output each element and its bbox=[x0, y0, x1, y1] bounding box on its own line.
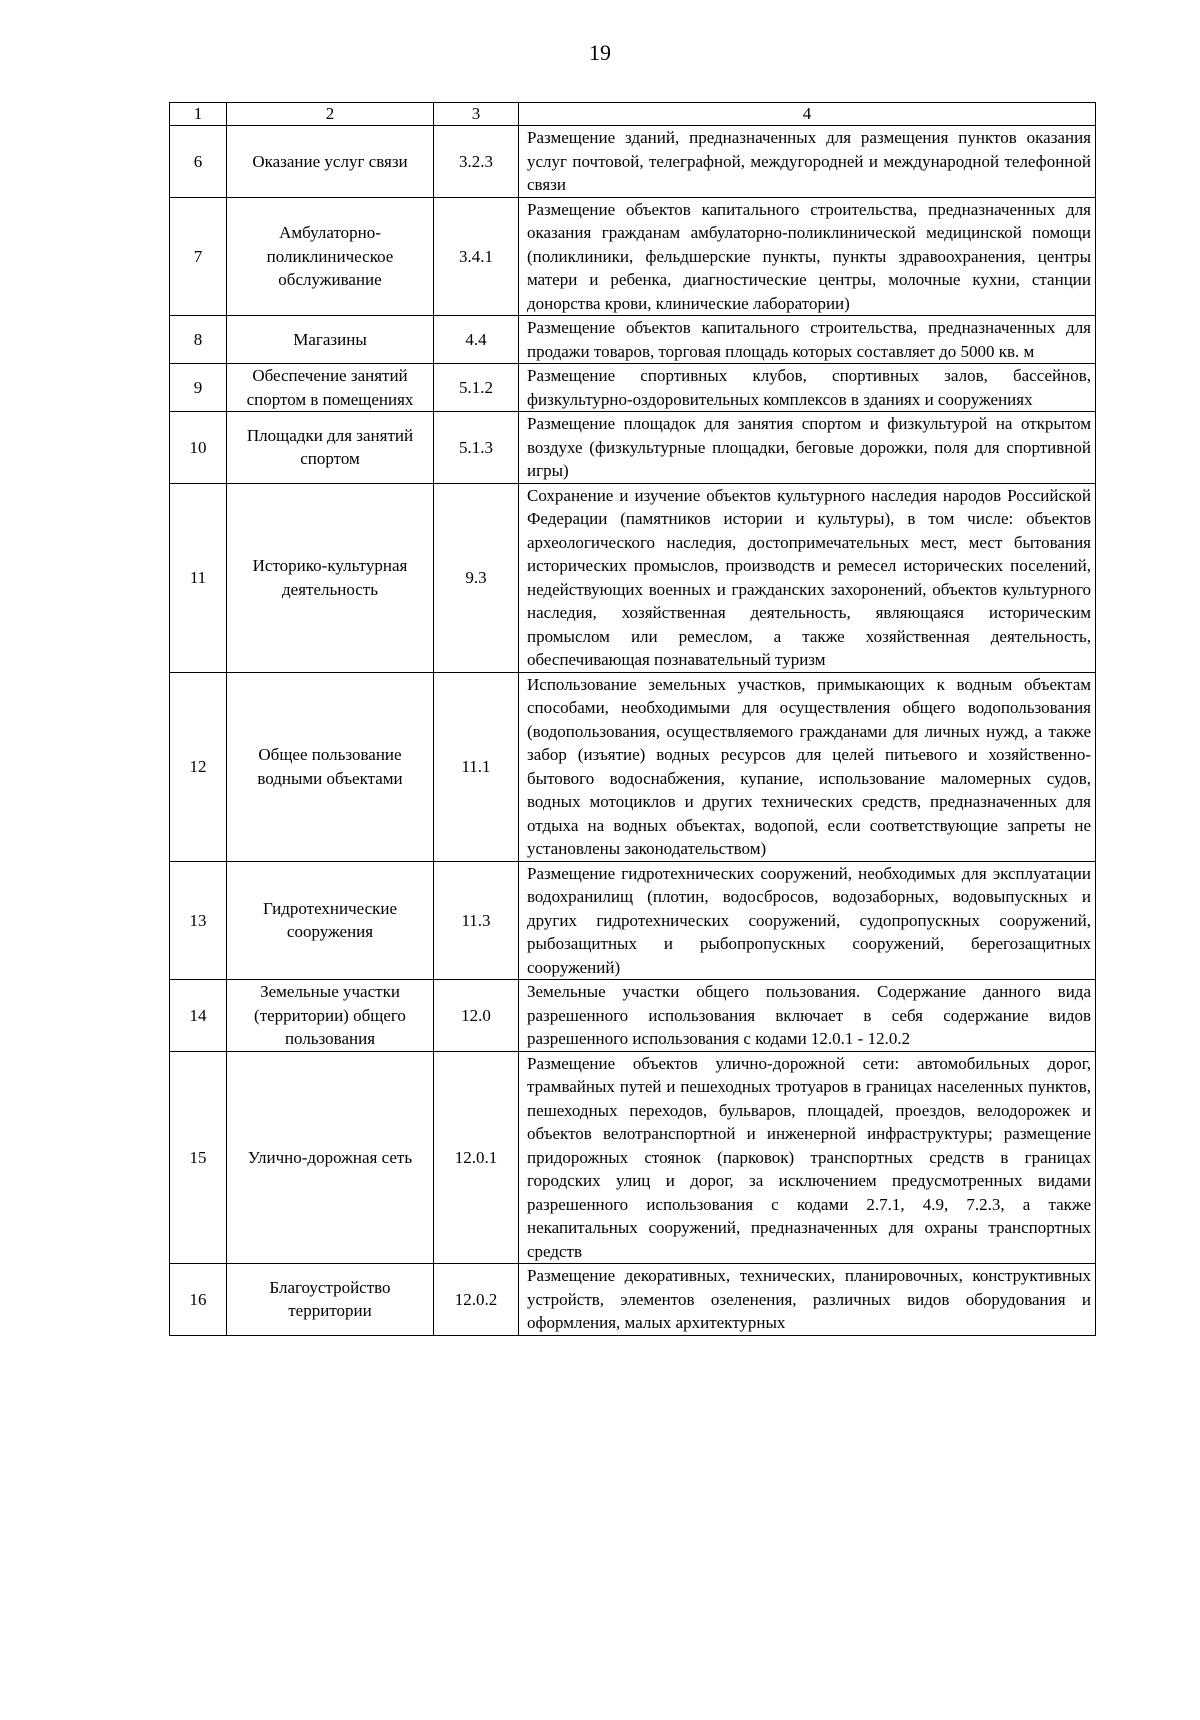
use-type-name: Оказание услуг связи bbox=[227, 126, 434, 198]
use-type-code: 3.4.1 bbox=[434, 197, 519, 316]
row-number: 7 bbox=[170, 197, 227, 316]
table-row bbox=[170, 412, 1096, 484]
use-type-description: Размещение зданий, предназначенных для размещения пунктов оказания услуг почтовой, телеграфной, междугородней и международной телефонной связи bbox=[519, 126, 1096, 198]
header-col-2: 2 bbox=[227, 103, 434, 126]
use-type-code: 3.2.3 bbox=[434, 126, 519, 198]
use-type-description: Размещение гидротехнических сооружений, необходимых для эксплуатации водохранилищ (плотин, водосбросов, водозаборных, водовыпускных и других гидротехнических сооружений, судопропускных сооружений, рыбозащитных и рыбопропускных сооружений, берегозащитных сооружений) bbox=[519, 861, 1096, 980]
header-col-4: 4 bbox=[519, 103, 1096, 126]
use-type-code: 11.3 bbox=[434, 861, 519, 980]
table-row bbox=[170, 861, 1096, 980]
use-type-name: Благоустройство территории bbox=[227, 1264, 434, 1336]
table-row bbox=[170, 364, 1096, 412]
use-type-name: Историко-культурная деятельность bbox=[227, 483, 434, 672]
use-type-description: Размещение объектов капитального строительства, предназначенных для продажи товаров, торговая площадь которых составляет до 5000 кв. м bbox=[519, 316, 1096, 364]
table-row bbox=[170, 197, 1096, 316]
use-type-description: Использование земельных участков, примыкающих к водным объектам способами, необходимыми для осуществления общего водопользования (водопользования, осуществляемого гражданами для личных нужд, а также забор (изъятие) водных ресурсов для целей питьевого и хозяйственно-бытового водоснабжения, купание, использование маломерных судов, водных мотоциклов и других технических средств, предназначенных для отдыха на водных объектах, водопой, если соответствующие запреты не установлены законодательством) bbox=[519, 672, 1096, 861]
table-row bbox=[170, 483, 1096, 672]
row-number: 9 bbox=[170, 364, 227, 412]
use-type-code: 5.1.2 bbox=[434, 364, 519, 412]
row-number: 12 bbox=[170, 672, 227, 861]
use-type-name: Площадки для занятий спортом bbox=[227, 412, 434, 484]
row-number: 14 bbox=[170, 980, 227, 1052]
land-use-table bbox=[169, 102, 1096, 1336]
row-number: 10 bbox=[170, 412, 227, 484]
use-type-description: Размещение площадок для занятия спортом и физкультурой на открытом воздухе (физкультурные площадки, беговые дорожки, поля для спортивной игры) bbox=[519, 412, 1096, 484]
use-type-name: Магазины bbox=[227, 316, 434, 364]
use-type-description: Земельные участки общего пользования. Содержание данного вида разрешенного использования включает в себя содержание видов разрешенного использования с кодами 12.0.1 - 12.0.2 bbox=[519, 980, 1096, 1052]
use-type-description: Размещение объектов улично-дорожной сети: автомобильных дорог, трамвайных путей и пешеходных тротуаров в границах населенных пунктов, пешеходных переходов, бульваров, площадей, проездов, велодорожек и объектов велотранспортной и инженерной инфраструктуры; размещение придорожных стоянок (парковок) транспортных средств в границах городских улиц и дорог, за исключением предусмотренных видами разрешенного использования с кодами 2.7.1, 4.9, 7.2.3, а также некапитальных сооружений, предназначенных для охраны транспортных средств bbox=[519, 1051, 1096, 1264]
use-type-description: Размещение объектов капитального строительства, предназначенных для оказания гражданам амбулаторно-поликлинической медицинской помощи (поликлиники, фельдшерские пункты, пункты здравоохранения, центры матери и ребенка, диагностические центры, молочные кухни, станции донорства крови, клинические лаборатории) bbox=[519, 197, 1096, 316]
use-type-code: 12.0.1 bbox=[434, 1051, 519, 1264]
row-number: 15 bbox=[170, 1051, 227, 1264]
table-row bbox=[170, 980, 1096, 1052]
table-row bbox=[170, 672, 1096, 861]
row-number: 13 bbox=[170, 861, 227, 980]
table-row bbox=[170, 1264, 1096, 1336]
use-type-name: Амбулаторно-поликлиническое обслуживание bbox=[227, 197, 434, 316]
use-type-name: Улично-дорожная сеть bbox=[227, 1051, 434, 1264]
use-type-code: 9.3 bbox=[434, 483, 519, 672]
use-type-name: Общее пользование водными объектами bbox=[227, 672, 434, 861]
use-type-code: 5.1.3 bbox=[434, 412, 519, 484]
use-type-name: Гидротехнические сооружения bbox=[227, 861, 434, 980]
row-number: 11 bbox=[170, 483, 227, 672]
table-row bbox=[170, 126, 1096, 198]
use-type-name: Обеспечение занятий спортом в помещениях bbox=[227, 364, 434, 412]
use-type-description: Сохранение и изучение объектов культурного наследия народов Российской Федерации (памятников истории и культуры), в том числе: объектов археологического наследия, достопримечательных мест, мест бытования исторических промыслов, производств и ремесел исторических поселений, недействующих военных и гражданских захоронений, объектов культурного наследия, хозяйственная деятельность, являющаяся историческим промыслом или ремеслом, а также хозяйственная деятельность, обеспечивающая познавательный туризм bbox=[519, 483, 1096, 672]
use-type-description: Размещение декоративных, технических, планировочных, конструктивных устройств, элементов озеленения, различных видов оборудования и оформления, малых архитектурных bbox=[519, 1264, 1096, 1336]
use-type-code: 11.1 bbox=[434, 672, 519, 861]
row-number: 6 bbox=[170, 126, 227, 198]
table-header-row bbox=[170, 103, 1096, 126]
row-number: 16 bbox=[170, 1264, 227, 1336]
use-type-code: 4.4 bbox=[434, 316, 519, 364]
header-col-1: 1 bbox=[170, 103, 227, 126]
use-type-description: Размещение спортивных клубов, спортивных залов, бассейнов, физкультурно-оздоровительных комплексов в зданиях и сооружениях bbox=[519, 364, 1096, 412]
table-row bbox=[170, 1051, 1096, 1264]
use-type-code: 12.0.2 bbox=[434, 1264, 519, 1336]
table-row bbox=[170, 316, 1096, 364]
use-type-name: Земельные участки (территории) общего пользования bbox=[227, 980, 434, 1052]
page-number: 19 bbox=[589, 40, 611, 65]
header-col-3: 3 bbox=[434, 103, 519, 126]
use-type-code: 12.0 bbox=[434, 980, 519, 1052]
row-number: 8 bbox=[170, 316, 227, 364]
